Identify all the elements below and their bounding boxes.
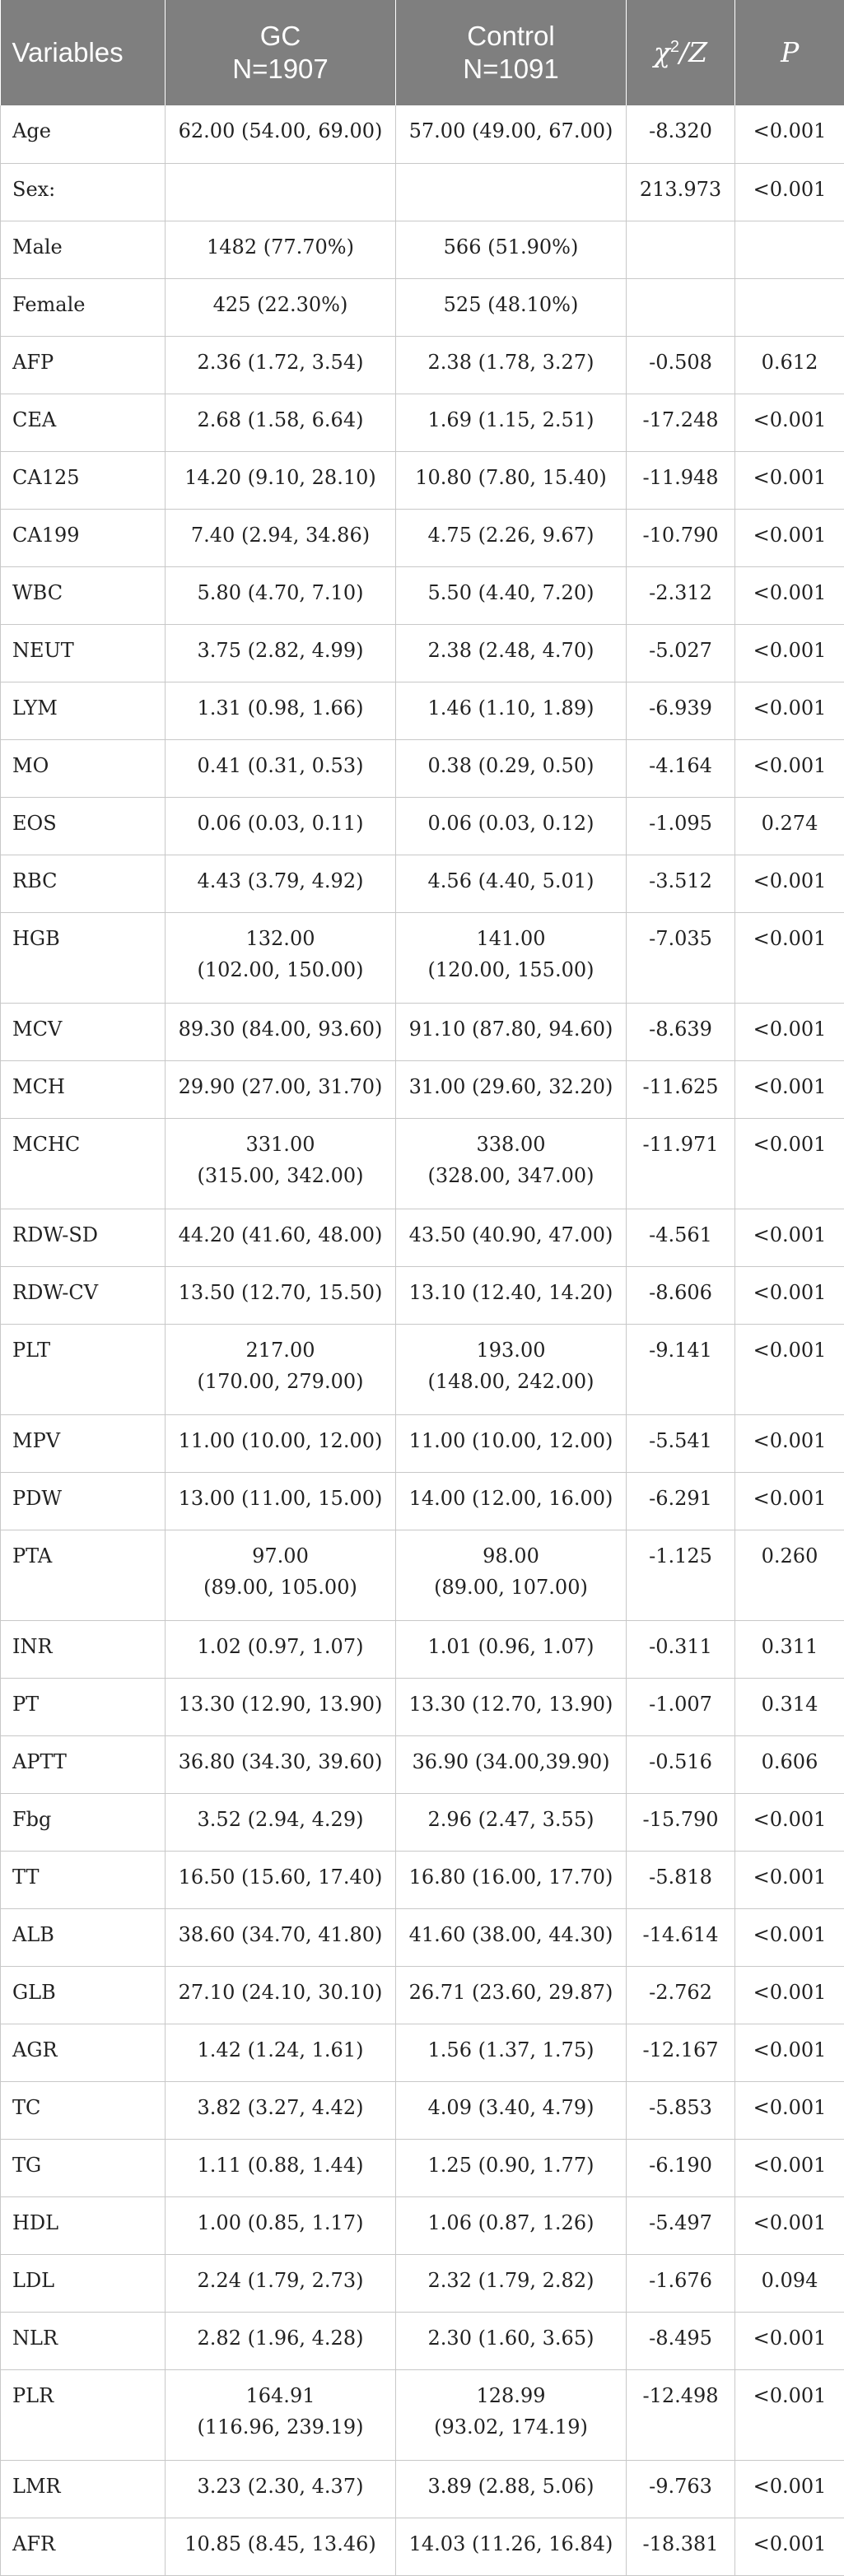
cell-variable: LMR (1, 2460, 166, 2518)
table-row (1, 797, 844, 855)
table-row (1, 1966, 844, 2024)
cell-statistic: -11.971 (627, 1118, 735, 1209)
cell-gc: 16.50 (15.60, 17.40) (166, 1851, 396, 1908)
cell-gc: 5.80 (4.70, 7.10) (166, 566, 396, 624)
cell-p-value: <0.001 (735, 2369, 844, 2460)
table-row (1, 2196, 844, 2254)
cell-gc: 0.06 (0.03, 0.11) (166, 797, 396, 855)
table-row (1, 105, 844, 163)
table-row (1, 855, 844, 912)
cell-variable: Sex: (1, 163, 166, 221)
table-row (1, 1209, 844, 1266)
cell-variable: INR (1, 1620, 166, 1678)
table-row (1, 2369, 844, 2460)
cell-control: 525 (48.10%) (396, 278, 627, 336)
cell-variable: ALB (1, 1908, 166, 1966)
cell-variable: TG (1, 2139, 166, 2196)
cell-gc (166, 163, 396, 221)
cell-gc: 1.02 (0.97, 1.07) (166, 1620, 396, 1678)
table-row (1, 1060, 844, 1118)
cell-control: 41.60 (38.00, 44.30) (396, 1908, 627, 1966)
header-chi-superscript: 2 (670, 38, 679, 56)
cell-statistic: -4.561 (627, 1209, 735, 1266)
cell-gc: 11.00 (10.00, 12.00) (166, 1414, 396, 1472)
table-row (1, 1793, 844, 1851)
cell-p-value: <0.001 (735, 2518, 844, 2575)
cell-control: 1.46 (1.10, 1.89) (396, 682, 627, 739)
cell-gc: 7.40 (2.94, 34.86) (166, 509, 396, 566)
cell-p-value: <0.001 (735, 163, 844, 221)
cell-control (396, 163, 627, 221)
cell-p-value: <0.001 (735, 394, 844, 451)
cell-statistic: -12.498 (627, 2369, 735, 2460)
cell-statistic (627, 221, 735, 278)
cell-gc: 3.52 (2.94, 4.29) (166, 1793, 396, 1851)
header-variables-label: Variables (12, 37, 124, 68)
header-p-label: P (781, 36, 799, 68)
cell-p-value: 0.094 (735, 2254, 844, 2312)
cell-variable: RDW-SD (1, 1209, 166, 1266)
cell-variable: GLB (1, 1966, 166, 2024)
cell-p-value: <0.001 (735, 739, 844, 797)
cell-statistic (627, 278, 735, 336)
cell-control: 2.38 (1.78, 3.27) (396, 336, 627, 394)
cell-p-value: <0.001 (735, 1966, 844, 2024)
cell-p-value: 0.314 (735, 1678, 844, 1735)
cell-gc: 89.30 (84.00, 93.60) (166, 1003, 396, 1060)
cell-statistic: -1.125 (627, 1530, 735, 1620)
cell-gc: 13.50 (12.70, 15.50) (166, 1266, 396, 1324)
cell-p-value: <0.001 (735, 2460, 844, 2518)
cell-p-value: 0.260 (735, 1530, 844, 1620)
cell-variable: WBC (1, 566, 166, 624)
cell-variable: Fbg (1, 1793, 166, 1851)
cell-gc: 3.75 (2.82, 4.99) (166, 624, 396, 682)
cell-gc: 3.23 (2.30, 4.37) (166, 2460, 396, 2518)
cell-control: 91.10 (87.80, 94.60) (396, 1003, 627, 1060)
cell-variable: CA199 (1, 509, 166, 566)
cell-control: 128.99 (93.02, 174.19) (396, 2369, 627, 2460)
cell-gc: 2.68 (1.58, 6.64) (166, 394, 396, 451)
cell-p-value: <0.001 (735, 855, 844, 912)
cell-statistic: -12.167 (627, 2024, 735, 2081)
header-control-label: Control N=1091 (463, 21, 559, 84)
cell-statistic: -17.248 (627, 394, 735, 451)
table-row (1, 2312, 844, 2369)
cell-p-value: <0.001 (735, 1793, 844, 1851)
cell-p-value: <0.001 (735, 624, 844, 682)
cell-control: 31.00 (29.60, 32.20) (396, 1060, 627, 1118)
cell-control: 43.50 (40.90, 47.00) (396, 1209, 627, 1266)
cell-control: 193.00 (148.00, 242.00) (396, 1324, 627, 1414)
cell-variable: PLT (1, 1324, 166, 1414)
table-row (1, 2081, 844, 2139)
cell-variable: CA125 (1, 451, 166, 509)
cell-control: 2.96 (2.47, 3.55) (396, 1793, 627, 1851)
table-row (1, 1620, 844, 1678)
cell-gc: 1482 (77.70%) (166, 221, 396, 278)
cell-gc: 164.91 (116.96, 239.19) (166, 2369, 396, 2460)
table-row (1, 278, 844, 336)
cell-statistic: -3.512 (627, 855, 735, 912)
cell-gc: 217.00 (170.00, 279.00) (166, 1324, 396, 1414)
cell-control: 13.10 (12.40, 14.20) (396, 1266, 627, 1324)
cell-variable: AFP (1, 336, 166, 394)
cell-variable: TT (1, 1851, 166, 1908)
table-row (1, 1678, 844, 1735)
cell-gc: 425 (22.30%) (166, 278, 396, 336)
header-z-label: /Z (679, 36, 707, 68)
cell-variable: MCV (1, 1003, 166, 1060)
cell-statistic: -1.007 (627, 1678, 735, 1735)
cell-control: 2.32 (1.79, 2.82) (396, 2254, 627, 2312)
header-variables (1, 0, 166, 105)
table-row (1, 1735, 844, 1793)
table-row (1, 2460, 844, 2518)
cell-gc: 13.30 (12.90, 13.90) (166, 1678, 396, 1735)
cell-control: 0.06 (0.03, 0.12) (396, 797, 627, 855)
cell-p-value: <0.001 (735, 1851, 844, 1908)
cell-control: 141.00 (120.00, 155.00) (396, 912, 627, 1003)
table-row (1, 394, 844, 451)
cell-statistic: -6.939 (627, 682, 735, 739)
table-row (1, 1851, 844, 1908)
cell-variable: LDL (1, 2254, 166, 2312)
cell-control: 2.30 (1.60, 3.65) (396, 2312, 627, 2369)
cell-control: 1.25 (0.90, 1.77) (396, 2139, 627, 2196)
cell-statistic: -5.027 (627, 624, 735, 682)
table-row (1, 1472, 844, 1530)
cell-p-value: <0.001 (735, 2081, 844, 2139)
cell-control: 98.00 (89.00, 107.00) (396, 1530, 627, 1620)
cell-variable: MCH (1, 1060, 166, 1118)
cell-variable: NEUT (1, 624, 166, 682)
table-row (1, 1414, 844, 1472)
table-row (1, 739, 844, 797)
cell-variable: MO (1, 739, 166, 797)
cell-p-value: <0.001 (735, 682, 844, 739)
table-row (1, 566, 844, 624)
cell-control: 11.00 (10.00, 12.00) (396, 1414, 627, 1472)
cell-variable: TC (1, 2081, 166, 2139)
cell-control: 5.50 (4.40, 7.20) (396, 566, 627, 624)
table-row (1, 912, 844, 1003)
cell-variable: MCHC (1, 1118, 166, 1209)
cell-p-value: <0.001 (735, 912, 844, 1003)
cell-variable: EOS (1, 797, 166, 855)
cell-p-value: <0.001 (735, 2196, 844, 2254)
table-row (1, 624, 844, 682)
cell-p-value: <0.001 (735, 2024, 844, 2081)
cell-control: 36.90 (34.00,39.90) (396, 1735, 627, 1793)
cell-p-value: <0.001 (735, 1472, 844, 1530)
cell-gc: 4.43 (3.79, 4.92) (166, 855, 396, 912)
cell-statistic: -15.790 (627, 1793, 735, 1851)
cell-gc: 1.11 (0.88, 1.44) (166, 2139, 396, 2196)
cell-control: 2.38 (2.48, 4.70) (396, 624, 627, 682)
cell-statistic: -10.790 (627, 509, 735, 566)
cell-p-value: <0.001 (735, 1414, 844, 1472)
cell-statistic: -0.311 (627, 1620, 735, 1678)
cell-control: 1.01 (0.96, 1.07) (396, 1620, 627, 1678)
cell-p-value (735, 278, 844, 336)
header-statistic (627, 0, 735, 105)
table-row (1, 1908, 844, 1966)
header-gc-label: GC N=1907 (232, 21, 329, 84)
cell-gc: 62.00 (54.00, 69.00) (166, 105, 396, 163)
cell-gc: 331.00 (315.00, 342.00) (166, 1118, 396, 1209)
cell-statistic: -5.497 (627, 2196, 735, 2254)
cell-variable: PT (1, 1678, 166, 1735)
header-gc (166, 0, 396, 105)
cell-control: 26.71 (23.60, 29.87) (396, 1966, 627, 2024)
cell-control: 0.38 (0.29, 0.50) (396, 739, 627, 797)
cell-variable: PTA (1, 1530, 166, 1620)
cell-control: 4.56 (4.40, 5.01) (396, 855, 627, 912)
cell-gc: 1.42 (1.24, 1.61) (166, 2024, 396, 2081)
cell-statistic: -8.606 (627, 1266, 735, 1324)
cell-statistic: -11.625 (627, 1060, 735, 1118)
cell-p-value: <0.001 (735, 1266, 844, 1324)
cell-p-value: <0.001 (735, 2139, 844, 2196)
cell-control: 57.00 (49.00, 67.00) (396, 105, 627, 163)
cell-gc: 44.20 (41.60, 48.00) (166, 1209, 396, 1266)
cell-statistic: -8.320 (627, 105, 735, 163)
header-chi-symbol: χ (654, 36, 670, 68)
cell-variable: Female (1, 278, 166, 336)
cell-p-value: 0.274 (735, 797, 844, 855)
table-row (1, 451, 844, 509)
cell-variable: Age (1, 105, 166, 163)
cell-statistic: -9.141 (627, 1324, 735, 1414)
cell-statistic: -9.763 (627, 2460, 735, 2518)
cell-control: 10.80 (7.80, 15.40) (396, 451, 627, 509)
table-row (1, 2518, 844, 2575)
cell-variable: CEA (1, 394, 166, 451)
cell-statistic: -1.095 (627, 797, 735, 855)
cell-statistic: -5.853 (627, 2081, 735, 2139)
cell-control: 16.80 (16.00, 17.70) (396, 1851, 627, 1908)
cell-gc: 3.82 (3.27, 4.42) (166, 2081, 396, 2139)
cell-gc: 29.90 (27.00, 31.70) (166, 1060, 396, 1118)
cell-variable: HDL (1, 2196, 166, 2254)
table-row (1, 1530, 844, 1620)
table-row (1, 1266, 844, 1324)
table-row (1, 2024, 844, 2081)
cell-statistic: -1.676 (627, 2254, 735, 2312)
cell-control: 1.56 (1.37, 1.75) (396, 2024, 627, 2081)
cell-gc: 132.00 (102.00, 150.00) (166, 912, 396, 1003)
table-row (1, 2254, 844, 2312)
cell-gc: 13.00 (11.00, 15.00) (166, 1472, 396, 1530)
cell-gc: 10.85 (8.45, 13.46) (166, 2518, 396, 2575)
cell-variable: AFR (1, 2518, 166, 2575)
cell-gc: 14.20 (9.10, 28.10) (166, 451, 396, 509)
cell-statistic: -11.948 (627, 451, 735, 509)
cell-p-value: <0.001 (735, 105, 844, 163)
cell-control: 338.00 (328.00, 347.00) (396, 1118, 627, 1209)
cell-statistic: -4.164 (627, 739, 735, 797)
cell-p-value: <0.001 (735, 1908, 844, 1966)
cell-p-value (735, 221, 844, 278)
cell-control: 14.00 (12.00, 16.00) (396, 1472, 627, 1530)
cell-p-value: <0.001 (735, 1118, 844, 1209)
cell-variable: AGR (1, 2024, 166, 2081)
cell-control: 4.75 (2.26, 9.67) (396, 509, 627, 566)
cell-p-value: <0.001 (735, 451, 844, 509)
cell-gc: 38.60 (34.70, 41.80) (166, 1908, 396, 1966)
cell-statistic: -8.639 (627, 1003, 735, 1060)
cell-p-value: <0.001 (735, 1324, 844, 1414)
cell-control: 3.89 (2.88, 5.06) (396, 2460, 627, 2518)
cell-variable: NLR (1, 2312, 166, 2369)
cell-variable: LYM (1, 682, 166, 739)
cell-statistic: -8.495 (627, 2312, 735, 2369)
cell-p-value: <0.001 (735, 566, 844, 624)
cell-p-value: <0.001 (735, 1209, 844, 1266)
cell-variable: RBC (1, 855, 166, 912)
cell-gc: 27.10 (24.10, 30.10) (166, 1966, 396, 2024)
header-control (396, 0, 627, 105)
cell-p-value: <0.001 (735, 2312, 844, 2369)
cell-statistic: -14.614 (627, 1908, 735, 1966)
cell-statistic: -6.291 (627, 1472, 735, 1530)
cell-gc: 0.41 (0.31, 0.53) (166, 739, 396, 797)
cell-variable: APTT (1, 1735, 166, 1793)
cell-statistic: -5.818 (627, 1851, 735, 1908)
cell-statistic: -18.381 (627, 2518, 735, 2575)
cell-gc: 1.31 (0.98, 1.66) (166, 682, 396, 739)
header-row (1, 0, 844, 105)
cell-gc: 2.24 (1.79, 2.73) (166, 2254, 396, 2312)
cell-statistic: -0.516 (627, 1735, 735, 1793)
table-row (1, 509, 844, 566)
cell-p-value: <0.001 (735, 1003, 844, 1060)
cell-control: 1.69 (1.15, 2.51) (396, 394, 627, 451)
cell-statistic: -2.312 (627, 566, 735, 624)
cell-control: 14.03 (11.26, 16.84) (396, 2518, 627, 2575)
cell-gc: 97.00 (89.00, 105.00) (166, 1530, 396, 1620)
cell-variable: PLR (1, 2369, 166, 2460)
table-header (1, 0, 844, 105)
cell-statistic: -2.762 (627, 1966, 735, 2024)
cell-variable: MPV (1, 1414, 166, 1472)
table-row (1, 1003, 844, 1060)
cell-p-value: <0.001 (735, 1060, 844, 1118)
table-row (1, 682, 844, 739)
cell-gc: 2.36 (1.72, 3.54) (166, 336, 396, 394)
cell-control: 566 (51.90%) (396, 221, 627, 278)
header-p (735, 0, 844, 105)
cell-variable: RDW-CV (1, 1266, 166, 1324)
table-row (1, 221, 844, 278)
cell-p-value: <0.001 (735, 509, 844, 566)
cell-statistic: -0.508 (627, 336, 735, 394)
table-row (1, 2139, 844, 2196)
cell-control: 13.30 (12.70, 13.90) (396, 1678, 627, 1735)
cell-gc: 2.82 (1.96, 4.28) (166, 2312, 396, 2369)
cell-gc: 36.80 (34.30, 39.60) (166, 1735, 396, 1793)
cell-statistic: -6.190 (627, 2139, 735, 2196)
table-row (1, 336, 844, 394)
cell-variable: HGB (1, 912, 166, 1003)
cell-control: 1.06 (0.87, 1.26) (396, 2196, 627, 2254)
cell-control: 4.09 (3.40, 4.79) (396, 2081, 627, 2139)
cell-p-value: 0.612 (735, 336, 844, 394)
table-row (1, 1118, 844, 1209)
cell-statistic: 213.973 (627, 163, 735, 221)
table-row (1, 1324, 844, 1414)
cell-p-value: 0.311 (735, 1620, 844, 1678)
cell-gc: 1.00 (0.85, 1.17) (166, 2196, 396, 2254)
table-body (1, 105, 844, 2575)
cell-p-value: 0.606 (735, 1735, 844, 1793)
cell-variable: Male (1, 221, 166, 278)
cell-statistic: -7.035 (627, 912, 735, 1003)
cell-statistic: -5.541 (627, 1414, 735, 1472)
cell-variable: PDW (1, 1472, 166, 1530)
table-row (1, 163, 844, 221)
